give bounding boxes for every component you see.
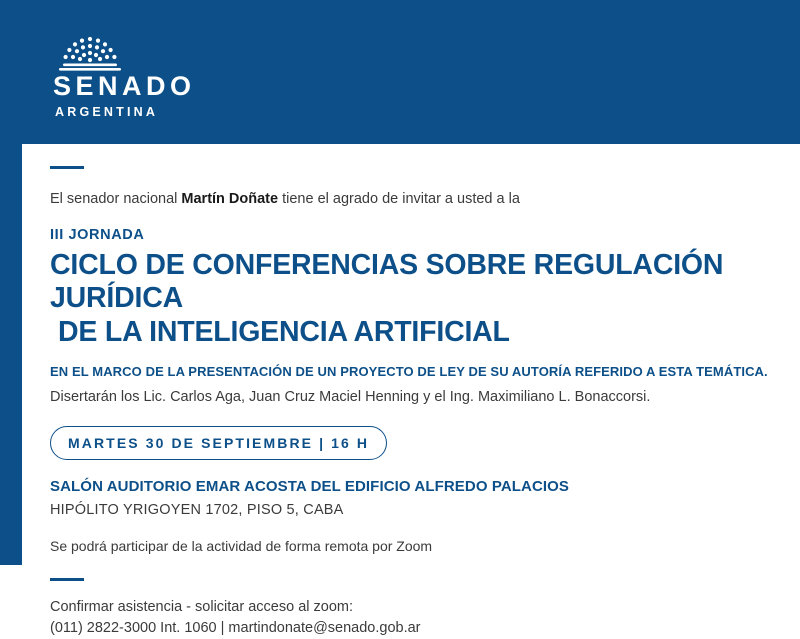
intro-prefix: El senador nacional xyxy=(50,191,182,207)
logo-wordmark: SENADO xyxy=(53,71,196,101)
speakers-text: Disertarán los Lic. Carlos Aga, Juan Cruz Maciel Henning y el Ing. Maximiliano L. Bonaccorsi. xyxy=(50,388,651,405)
venue-name: SALÓN AUDITORIO EMAR ACOSTA DEL EDIFICIO ALFREDO PALACIOS xyxy=(50,477,570,495)
divider-bottom xyxy=(50,578,84,581)
left-accent-strip xyxy=(0,144,22,565)
event-title-line-2: DE LA INTELIGENCIA ARTIFICIAL xyxy=(58,316,510,349)
contact-block xyxy=(50,597,770,639)
remote-note: Se podrá participar de la actividad de forma remota por Zoom xyxy=(50,537,433,554)
senator-name: Martín Doñate xyxy=(181,191,279,207)
event-title-line-1: CICLO DE CONFERENCIAS SOBRE REGULACIÓN JURÍDICA xyxy=(50,248,724,315)
event-title xyxy=(50,249,770,350)
date-badge: MARTES 30 DE SEPTIEMBRE | 16 H xyxy=(50,426,387,460)
senado-logo xyxy=(53,33,253,119)
divider-top xyxy=(50,166,84,169)
event-subtitle: EN EL MARCO DE LA PRESENTACIÓN DE UN PROYECTO DE LEY DE SU AUTORÍA REFERIDO A ESTA TEMÁTICA. xyxy=(50,363,768,379)
edition-label: III JORNADA xyxy=(50,226,145,243)
header-band xyxy=(0,0,800,144)
contact-line-1: Confirmar asistencia - solicitar acceso al zoom: xyxy=(50,598,353,615)
senate-dome-icon xyxy=(53,33,127,71)
intro-suffix: tiene el agrado de invitar a usted a la xyxy=(278,191,520,207)
venue-address: HIPÓLITO YRIGOYEN 1702, PISO 5, CABA xyxy=(50,501,344,518)
intro-text xyxy=(50,190,770,209)
logo-subtitle: ARGENTINA xyxy=(55,105,159,119)
contact-line-2: (011) 2822-3000 Int. 1060 | martindonate@senado.gob.ar xyxy=(50,619,421,636)
